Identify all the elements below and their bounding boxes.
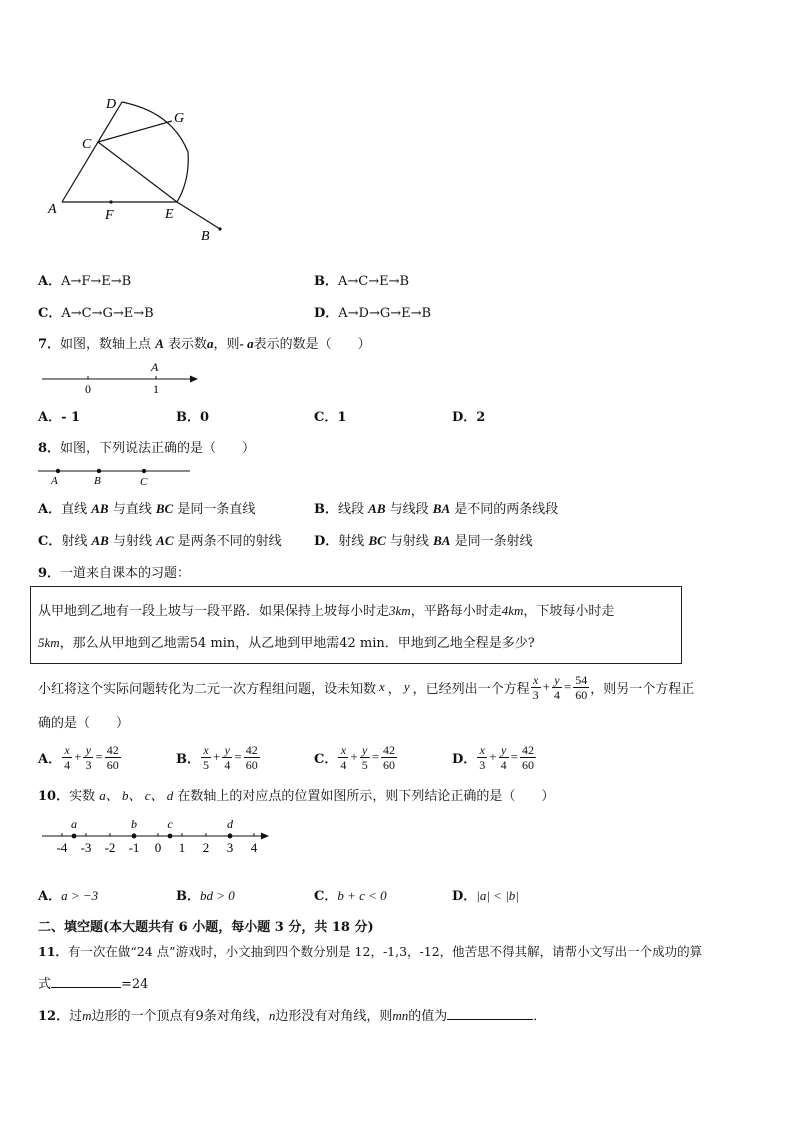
tick-label: -4 bbox=[56, 840, 68, 855]
geometry-figure bbox=[40, 92, 240, 244]
label-e: E bbox=[165, 207, 174, 222]
q10-stem: 10．实数 a、 b、 c、 d 在数轴上的对应点的位置如图所示，则下列结论正确的是（ ） bbox=[38, 788, 555, 804]
q9-box-line1: 从甲地到乙地有一段上坡与一段平路．如果保持上坡每小时走3km，平路每小时走4km，下坡每小时走 bbox=[38, 603, 615, 619]
point-a bbox=[72, 834, 77, 839]
q6-option-d: D．A→D→G→E→B bbox=[314, 306, 432, 321]
tick-label: -3 bbox=[80, 840, 92, 855]
segment-ad bbox=[62, 102, 122, 202]
ray-eb bbox=[177, 202, 220, 229]
label-c: C bbox=[82, 137, 92, 152]
given-equation: $\frac{x}{3}$ + $\frac{y}{4}$ = $\frac{54}{60}$ bbox=[532, 672, 588, 702]
q9-option-b: B． $\frac{x}{5}$ + $\frac{y}{4}$ = $\frac{42}{60}$ bbox=[176, 742, 258, 772]
label-d: D bbox=[106, 97, 117, 112]
q8-option-d: D．射线 BC 与射线 BA 是同一条射线 bbox=[314, 533, 533, 549]
arrow-head-icon bbox=[261, 833, 269, 840]
point-a bbox=[56, 469, 60, 473]
q9-followup-line2: 确的是（ ） bbox=[38, 716, 130, 731]
q7-option-c: C．1 bbox=[314, 410, 347, 425]
q8-option-c: C．射线 AB 与射线 AC 是两条不同的射线 bbox=[38, 533, 282, 549]
q7-stem: 7．如图，数轴上点 A 表示数a，则- a表示的数是（ ） bbox=[38, 336, 371, 352]
label-a: A bbox=[48, 202, 57, 217]
q8-line-figure bbox=[36, 462, 196, 488]
label-b: B bbox=[201, 229, 210, 244]
point-label-c: c bbox=[167, 817, 173, 831]
point-f bbox=[109, 200, 112, 203]
answer-blank[interactable] bbox=[447, 1019, 533, 1020]
q6-option-b: B．A→C→E→B bbox=[314, 274, 410, 289]
q6-option-a: A．A→F→E→B bbox=[38, 274, 132, 289]
point-label-b: b bbox=[131, 817, 137, 831]
q9-box-line2: 5km，那么从甲地到乙地需54 min，从乙地到甲地需42 min．甲地到乙地全程是多少? bbox=[38, 635, 535, 651]
tick-0-label: 0 bbox=[85, 382, 91, 396]
label-c: C bbox=[140, 476, 148, 488]
label-a: A bbox=[51, 475, 58, 487]
label-b: B bbox=[94, 475, 101, 487]
point-a-label: A bbox=[151, 360, 159, 374]
point-label-a: a bbox=[71, 817, 77, 831]
q10-option-a: A．a > −3 bbox=[38, 888, 99, 904]
q9-followup-line1: 小红将这个实际问题转化为二元一次方程组问题，设未知数 x ， y ，已经列出一个方程 $\frac{x}{3}$ + $\frac{y}{4}$ = $\frac{54}{60}$ ，则另一个方程正 bbox=[38, 672, 695, 702]
q9-option-d: D． $\frac{x}{3}$ + $\frac{y}{4}$ = $\frac{42}{60}$ bbox=[452, 742, 534, 772]
q10-option-d: D．|a| < |b| bbox=[452, 888, 519, 904]
q6-option-c: C．A→C→G→E→B bbox=[38, 306, 154, 321]
tick-label: 3 bbox=[226, 840, 234, 855]
q8-option-b: B．线段 AB 与线段 BA 是不同的两条线段 bbox=[314, 501, 559, 517]
q7-option-a: A．- 1 bbox=[38, 410, 81, 425]
q11-line1: 11．有一次在做“24 点”游戏时，小文抽到四个数分别是 12，-1,3，-12，他苦思不得其解，请帮小文写出一个成功的算 bbox=[38, 944, 703, 959]
q10-number-line bbox=[38, 814, 278, 858]
label-g: G bbox=[174, 111, 185, 126]
q7-number-line bbox=[40, 360, 205, 396]
q11-line2: 式 =24 bbox=[38, 977, 149, 992]
q7-option-d: D．2 bbox=[452, 410, 486, 425]
tick-label: 2 bbox=[202, 840, 210, 855]
point-c bbox=[168, 834, 173, 839]
q9-stem: 9．一道来自课本的习题： bbox=[38, 566, 191, 581]
q10-option-c: C．b + c < 0 bbox=[314, 888, 387, 904]
point-b bbox=[97, 469, 101, 473]
tick-label: 0 bbox=[154, 840, 162, 855]
q8-option-a: A．直线 AB 与直线 BC 是同一条直线 bbox=[38, 501, 256, 517]
tick-label: 4 bbox=[250, 840, 258, 855]
tick-label: -2 bbox=[104, 840, 116, 855]
tick-label: -1 bbox=[128, 840, 140, 855]
q9-option-a: A． $\frac{x}{4}$ + $\frac{y}{3}$ = $\frac{42}{60}$ bbox=[38, 742, 119, 772]
q10-option-b: B．bd > 0 bbox=[176, 888, 235, 904]
point-c bbox=[142, 469, 146, 473]
q9-option-c: C． $\frac{x}{4}$ + $\frac{y}{5}$ = $\frac{42}{60}$ bbox=[314, 742, 396, 772]
q12-stem: 12．过m边形的一个顶点有9条对角线，n边形没有对角线，则mn的值为 ． bbox=[38, 1008, 547, 1024]
q9-problem-box bbox=[30, 586, 682, 664]
label-f: F bbox=[105, 208, 114, 223]
arrow-head-icon bbox=[190, 376, 198, 383]
q7-option-b: B．0 bbox=[176, 410, 210, 425]
point-label-d: d bbox=[227, 817, 233, 831]
section-title: 二、填空题(本大题共有 6 小题，每小题 3 分，共 18 分) bbox=[38, 920, 374, 935]
tick-1-label: 1 bbox=[153, 382, 159, 396]
point-b bbox=[218, 227, 221, 230]
point-b bbox=[132, 834, 137, 839]
answer-blank[interactable] bbox=[51, 987, 121, 988]
tick-label: 1 bbox=[178, 840, 186, 855]
segment-ce bbox=[98, 142, 177, 202]
q8-stem: 8．如图，下列说法正确的是（ ） bbox=[38, 441, 256, 456]
point-d bbox=[228, 834, 233, 839]
